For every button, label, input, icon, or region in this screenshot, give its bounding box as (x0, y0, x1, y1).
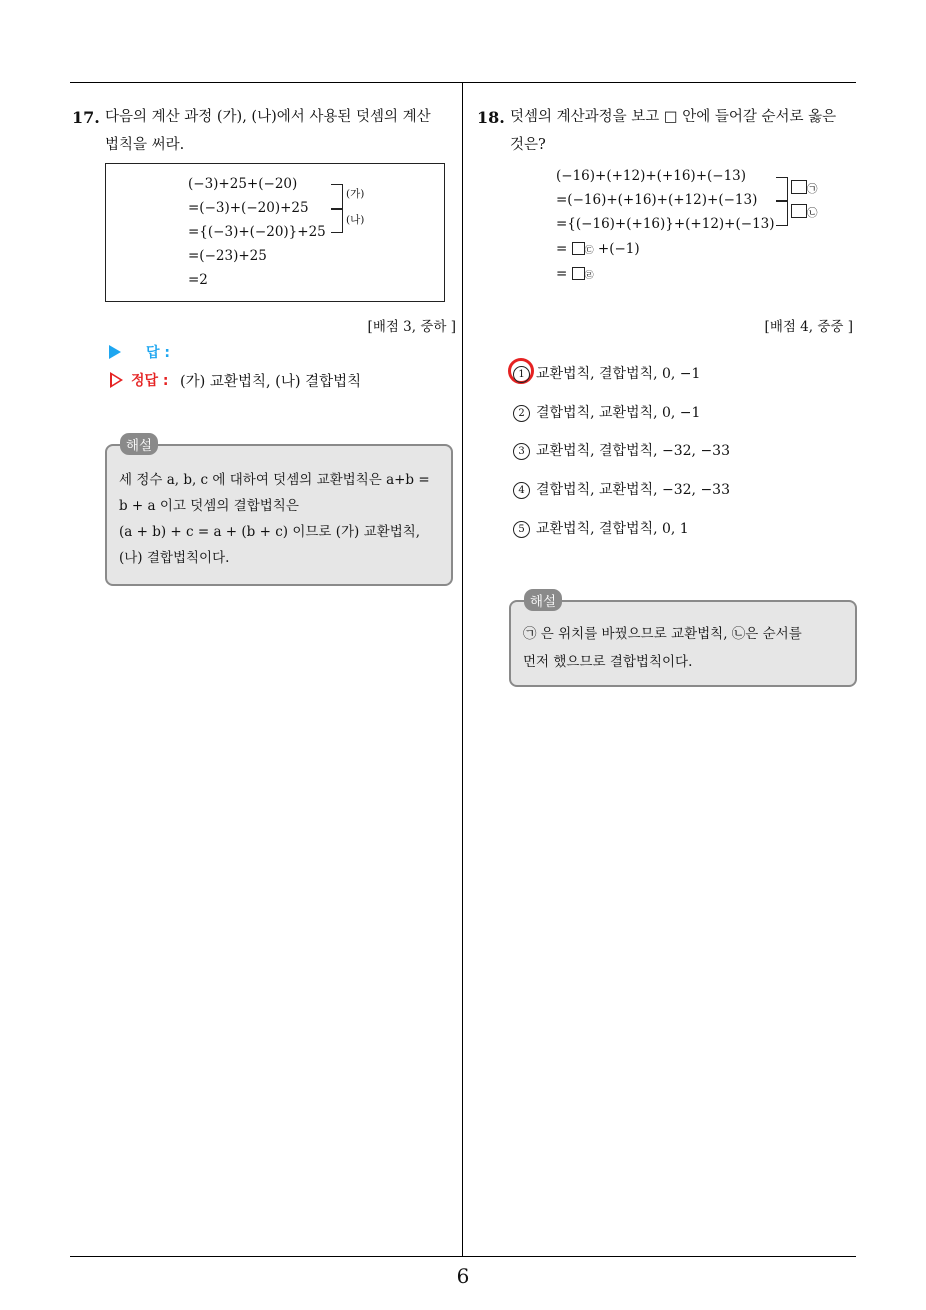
q18-bracket-b (776, 201, 788, 226)
q17-calc-line: =(−3)+(−20)+25 (188, 200, 309, 216)
q17-jeongdap-label: 정답 : (131, 373, 169, 389)
q18-calc-tail: +(−1) (597, 241, 640, 257)
option-marker: 2 (513, 405, 530, 422)
option-marker: 4 (513, 482, 530, 499)
q17-answer-label: 답 : (146, 345, 170, 361)
q17-calc-line: =(−23)+25 (188, 248, 267, 264)
column-divider (462, 82, 463, 1256)
option-text: 교환법칙, 결합법칙, 0, 1 (536, 521, 689, 537)
q18-calc-eq: = (556, 241, 568, 257)
bracket-label-text: ㉡ (807, 207, 818, 219)
q17-jeongdap-value: (가) 교환법칙, (나) 결합법칙 (180, 374, 362, 390)
option-text: 교환법칙, 결합법칙, 0, −1 (536, 366, 701, 382)
q17-explanation-box (105, 444, 453, 586)
q17-calc-line: ={(−3)+(−20)}+25 (188, 224, 326, 240)
q18-calc-line (556, 241, 640, 257)
q17-explanation-line: 세 정수 a, b, c 에 대하여 덧셈의 교환법칙은 a+b = (119, 472, 430, 488)
box-label-c: ㉢ (584, 246, 594, 256)
q17-bracket-na (331, 209, 343, 233)
blank-box (572, 242, 585, 255)
blank-box (791, 204, 807, 218)
q18-explanation-line: 먼저 했으므로 결합법칙이다. (523, 654, 693, 670)
q17-explanation-tag: 해설 (120, 433, 158, 455)
q18-bracket-label-a (791, 180, 818, 196)
q18-text-line1: 덧셈의 계산과정을 보고 □ 안에 들어갈 순서로 옳은 (510, 109, 837, 125)
option-text: 결합법칙, 교환법칙, −32, −33 (536, 482, 730, 498)
q18-text-line2: 것은? (510, 137, 546, 153)
q18-bracket-a (776, 177, 788, 201)
q18-explanation-box (509, 600, 857, 687)
q17-number: 17. (72, 108, 100, 127)
option-marker: 1 (513, 366, 530, 383)
q18-calc-line: =(−16)+(+16)+(+12)+(−13) (556, 192, 758, 208)
option-marker: 3 (513, 443, 530, 460)
option-text: 결합법칙, 교환법칙, 0, −1 (536, 405, 701, 421)
option-text: 교환법칙, 결합법칙, −32, −33 (536, 443, 730, 459)
q18-calc-line: (−16)+(+12)+(+16)+(−13) (556, 168, 747, 184)
q18-bracket-label-b (791, 204, 818, 220)
option-5[interactable] (513, 518, 689, 538)
blank-box (572, 267, 585, 280)
q17-explanation-line: b + a 이고 덧셈의 결합법칙은 (119, 498, 299, 514)
jeongdap-arrow-icon (110, 372, 123, 388)
q17-calculation-box (105, 163, 445, 302)
box-label-d: ㉣ (584, 271, 594, 281)
option-4[interactable] (513, 479, 730, 499)
q17-calc-line: =2 (188, 272, 208, 288)
q18-explanation-tag: 해설 (524, 589, 562, 611)
option-1[interactable] (513, 363, 700, 383)
q17-score: [배점 3, 중하 ] (367, 319, 456, 335)
q17-explanation-line: (a + b) + c = a + (b + c) 이므로 (가) 교환법칙, (119, 524, 421, 540)
q17-bracket-label-na: (나) (346, 214, 365, 226)
bottom-rule (70, 1256, 856, 1257)
q18-score: [배점 4, 중중 ] (764, 319, 853, 335)
q18-explanation-line: ㉠ 은 위치를 바꿨으므로 교환법칙, ㉡은 순서를 (523, 626, 802, 642)
q17-explanation-line: (나) 결합법칙이다. (119, 550, 230, 566)
answer-arrow-icon (109, 345, 121, 359)
q17-bracket-ga (331, 184, 343, 209)
option-marker: 5 (513, 521, 530, 538)
bracket-label-text: ㉠ (807, 183, 818, 195)
option-2[interactable] (513, 402, 700, 422)
q17-bracket-label-ga: (가) (346, 188, 365, 200)
q18-calc-eq: = (556, 266, 568, 282)
blank-box (791, 180, 807, 194)
q17-text-line2: 법칙을 써라. (105, 137, 185, 153)
q18-calc-line (556, 266, 594, 282)
q18-calc-line: ={(−16)+(+16)}+(+12)+(−13) (556, 216, 775, 232)
option-3[interactable] (513, 440, 730, 460)
q17-calc-line: (−3)+25+(−20) (188, 176, 298, 192)
q18-number: 18. (477, 108, 505, 127)
q17-text-line1: 다음의 계산 과정 (가), (나)에서 사용된 덧셈의 계산 (105, 109, 431, 125)
top-rule (70, 82, 856, 83)
page-number: 6 (456, 1264, 470, 1288)
